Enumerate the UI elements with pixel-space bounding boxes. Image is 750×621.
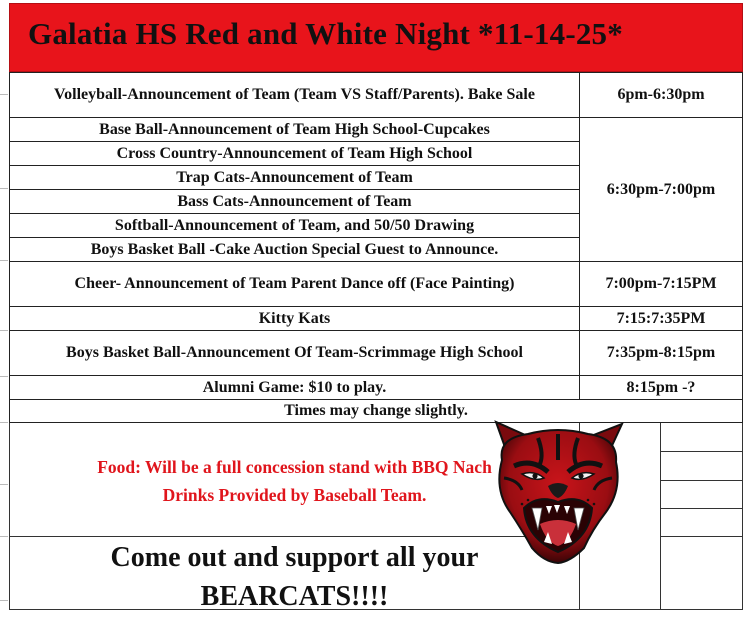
schedule-event: Volleyball-Announcement of Team (Team VS Staff/Parents). Bake Sale: [9, 72, 580, 118]
food-line-1: Food: Will be a full concession stand with BBQ Nach: [97, 457, 492, 477]
schedule-time: 7:35pm-8:15pm: [579, 330, 743, 376]
schedule-time: 6:30pm-7:00pm: [579, 117, 743, 262]
bearcat-mascot-icon: [488, 420, 628, 565]
schedule-event: Softball-Announcement of Team, and 50/50 Drawing: [9, 213, 580, 238]
schedule-event: Boys Basket Ball -Cake Auction Special Guest to Announce.: [9, 237, 580, 262]
schedule-time: 8:15pm -?: [579, 375, 743, 400]
schedule-event: Kitty Kats: [9, 306, 580, 331]
support-line-1: Come out and support all your: [110, 542, 479, 573]
times-note: Times may change slightly.: [9, 399, 743, 423]
schedule-time: 7:00pm-7:15PM: [579, 261, 743, 307]
schedule-time: 6pm-6:30pm: [579, 72, 743, 118]
schedule-event: Bass Cats-Announcement of Team: [9, 189, 580, 214]
schedule-event: Alumni Game: $10 to play.: [9, 375, 580, 400]
schedule-time: 7:15:7:35PM: [579, 306, 743, 331]
schedule-event: Cheer- Announcement of Team Parent Dance off (Face Painting): [9, 261, 580, 307]
support-line-2: BEARCATS!!!!: [200, 581, 389, 612]
page-title: Galatia HS Red and White Night *11-14-25*: [28, 16, 623, 51]
schedule-event: Base Ball-Announcement of Team High School-Cupcakes: [9, 117, 580, 142]
schedule-event: Cross Country-Announcement of Team High School: [9, 141, 580, 166]
food-line-2: Drinks Provided by Baseball Team.: [162, 485, 427, 505]
schedule-event: Boys Basket Ball-Announcement Of Team-Scrimmage High School: [9, 330, 580, 376]
schedule-event: Trap Cats-Announcement of Team: [9, 165, 580, 190]
